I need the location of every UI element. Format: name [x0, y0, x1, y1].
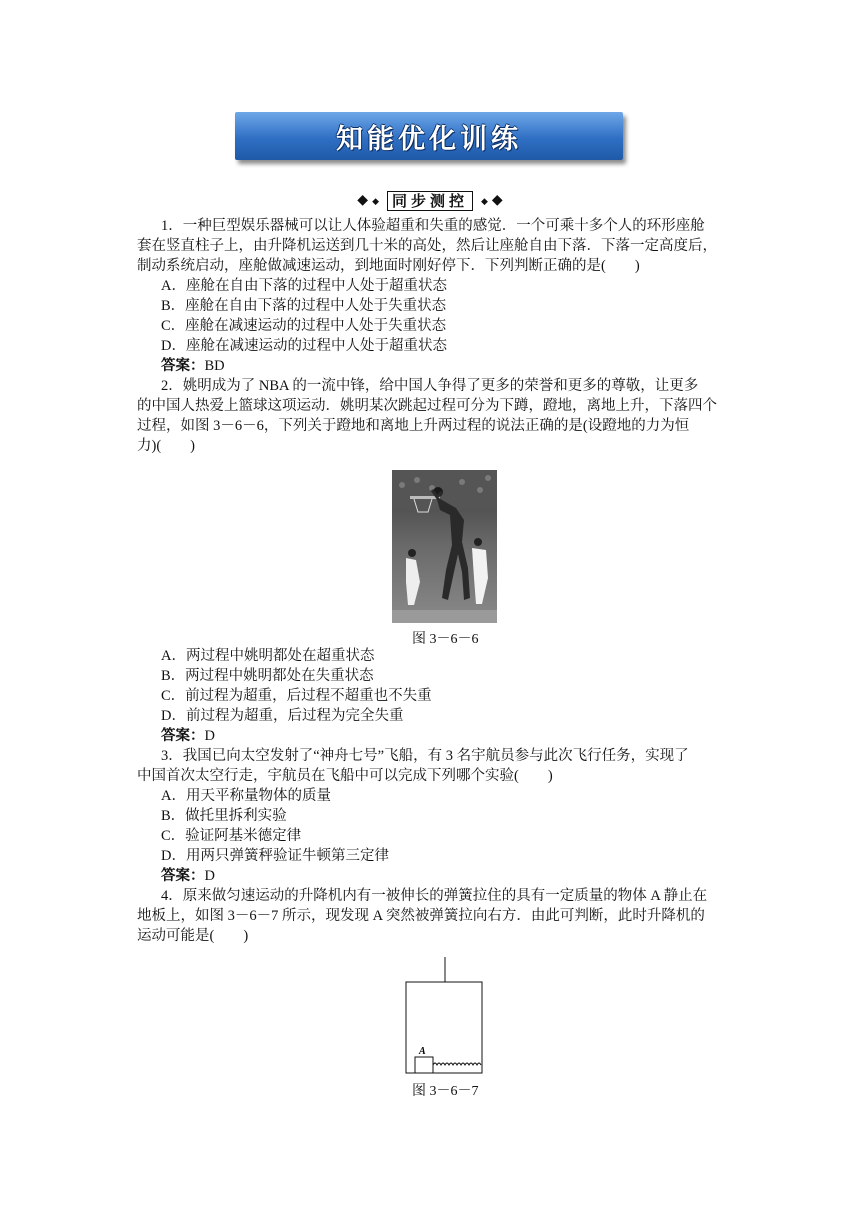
- figure-caption: 图 3－6－7: [412, 1084, 479, 1099]
- q2-option-b: B．两过程中姚明都处在失重状态: [161, 668, 374, 684]
- q2-stem-line: 力)( ): [137, 438, 195, 454]
- answer-label: 答案：: [161, 358, 205, 374]
- q2-option-d: D．前过程为超重，后过程为完全失重: [161, 708, 404, 724]
- q2-stem-line: 的中国人热爱上篮球这项运动．姚明某次跳起过程可分为下蹲，蹬地，离地上升，下落四个: [137, 398, 717, 414]
- q3-stem-line: 中国首次太空行走，宇航员在飞船中可以完成下列哪个实验( ): [137, 768, 553, 784]
- q1-option-b: B．座舱在自由下落的过程中人处于失重状态: [161, 298, 447, 314]
- diamond-icon: ◆: [357, 193, 369, 208]
- q1-option-d: D．座舱在减速运动的过程中人处于超重状态: [161, 338, 447, 354]
- q3-option-c: C．验证阿基米德定律: [161, 828, 302, 844]
- answer-label: 答案：: [161, 868, 205, 884]
- q1-stem-line: 制动系统启动，座舱做减速运动，到地面时刚好停下．下列判断正确的是( ): [137, 258, 640, 274]
- block-label: A: [419, 1046, 426, 1057]
- basketball-photo-image: [392, 470, 497, 623]
- q4-stem-line: 运动可能是( ): [137, 928, 249, 944]
- answer-value: D: [204, 728, 215, 744]
- q4-stem-line: 4．原来做匀速运动的升降机内有一被伸长的弹簧拉住的具有一定质量的物体 A 静止在: [161, 888, 708, 904]
- q1-option-a: A．座舱在自由下落的过程中人处于超重状态: [161, 278, 447, 294]
- q3-option-b: B．做托里拆利实验: [161, 808, 287, 824]
- q2-option-c: C．前过程为超重，后过程不超重也不失重: [161, 688, 432, 704]
- basketball-photo: [392, 470, 497, 623]
- answer-label: 答案：: [161, 728, 205, 744]
- q2-answer: [161, 726, 215, 746]
- q4-stem-line: 地板上，如图 3－6－7 所示，现发现 A 突然被弹簧拉向右方．由此可判断，此时升降机的: [137, 908, 705, 924]
- section-title: 同步测控: [387, 191, 473, 211]
- diamond-small-icon: ◆: [372, 195, 379, 206]
- q3-option-d: D．用两只弹簧秤验证牛顿第三定律: [161, 848, 389, 864]
- answer-value: BD: [204, 358, 225, 374]
- q3-stem-line: 3．我国已向太空发射了“神舟七号”飞船，有 3 名宇航员参与此次飞行任务，实现了: [161, 748, 689, 764]
- q1-option-c: C．座舱在减速运动的过程中人处于失重状态: [161, 318, 447, 334]
- answer-value: D: [204, 868, 215, 884]
- q1-answer: [161, 356, 225, 376]
- q2-stem-line: 2．姚明成为了 NBA 的一流中锋，给中国人争得了更多的荣誉和更多的尊敬，让更多: [161, 378, 699, 394]
- q1-stem-line: 1．一种巨型娱乐器械可以让人体验超重和失重的感觉．一个可乘十多个人的环形座舱: [161, 218, 705, 234]
- diamond-icon: ◆: [491, 193, 503, 208]
- q2-option-a: A．两过程中姚明都处在超重状态: [161, 648, 375, 664]
- q3-option-a: A．用天平称量物体的质量: [161, 788, 331, 804]
- banner-title: 知能优化训练: [336, 123, 522, 155]
- elevator-diagram-image: [400, 957, 490, 1077]
- q2-stem-line: 过程，如图 3－6－6，下列关于蹬地和离地上升两过程的说法正确的是(设蹬地的力为恒: [137, 418, 690, 434]
- elevator-diagram: [400, 957, 490, 1077]
- figure-caption: 图 3－6－6: [412, 632, 479, 647]
- q1-stem-line: 套在竖直柱子上，由升降机运送到几十米的高处，然后让座舱自由下落．下落一定高度后，: [137, 238, 717, 254]
- q3-answer: [161, 866, 215, 886]
- diamond-small-icon: ◆: [481, 195, 488, 206]
- title-banner: [235, 112, 623, 160]
- section-header: [0, 190, 860, 212]
